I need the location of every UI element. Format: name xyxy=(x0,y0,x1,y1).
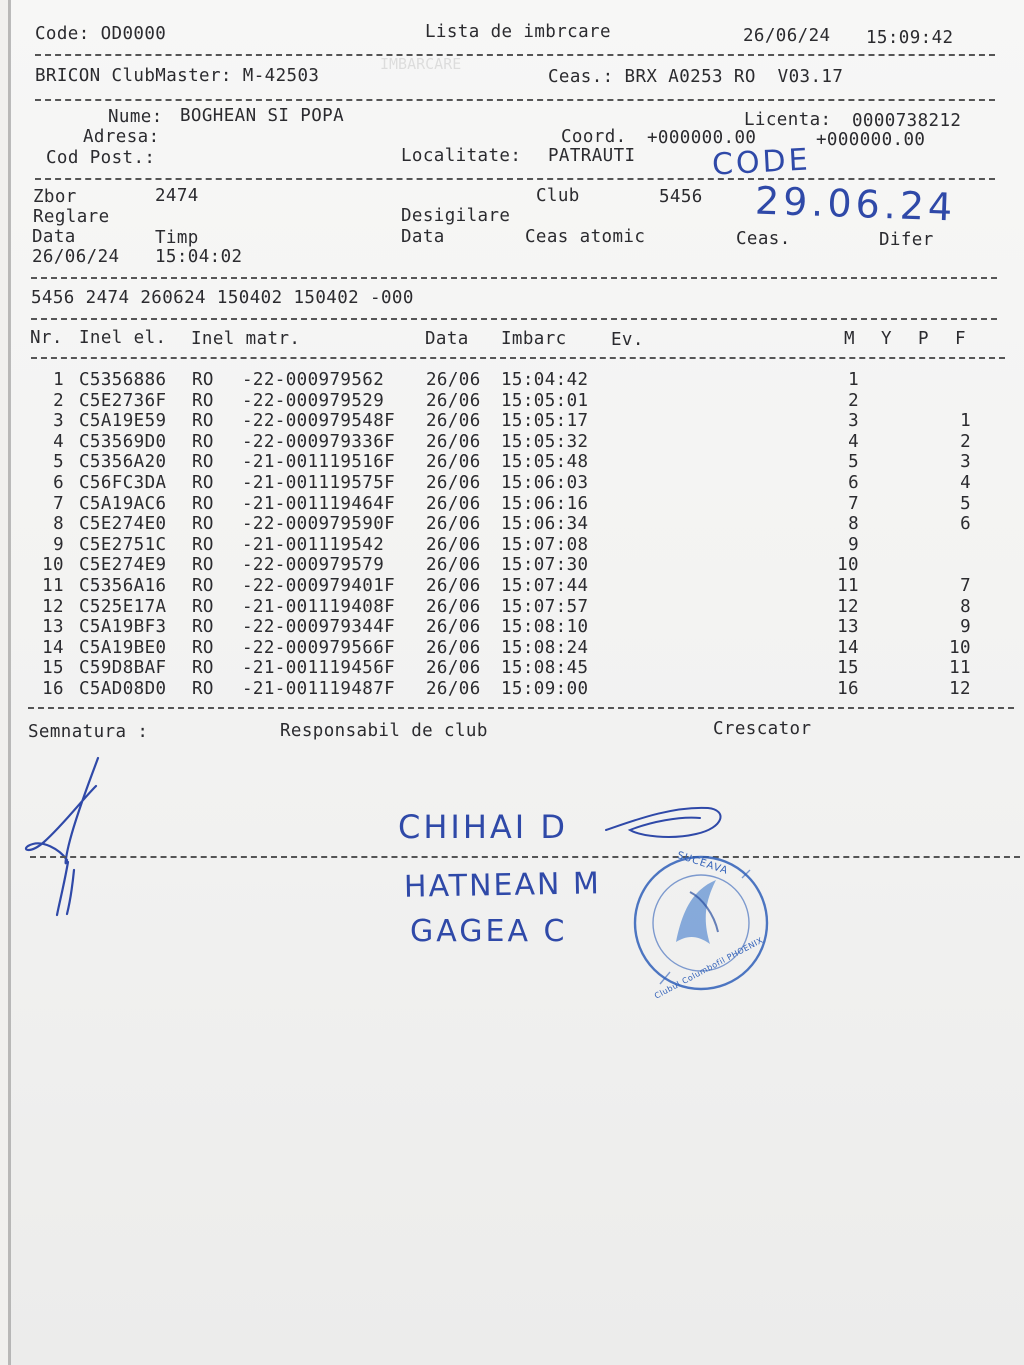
cell-inel-el: C5A19E59 xyxy=(79,411,167,432)
cell-data: 26/06 xyxy=(426,658,481,679)
header-date: 26/06/24 xyxy=(743,26,831,46)
th-imbarc: Imbarc xyxy=(501,329,567,349)
cell-inel-matr: -22-000979344F xyxy=(242,617,396,638)
cell-inel-matr: -22-000979548F xyxy=(242,411,396,432)
col-difer: Difer xyxy=(879,230,934,250)
cell-nr: 7 xyxy=(53,493,64,514)
cell-imbarc: 15:08:24 xyxy=(501,637,589,658)
cell-imbarc: 15:07:44 xyxy=(501,576,589,596)
cell-m: 11 xyxy=(837,576,859,596)
cell-nr: 13 xyxy=(42,617,64,638)
table-row xyxy=(0,494,1014,515)
cell-country: RO xyxy=(192,596,214,617)
show-through-text: IMBARCARE xyxy=(380,55,462,73)
cell-inel-matr: -22-000979562 xyxy=(242,370,385,390)
owner-name: BOGHEAN SI POPA xyxy=(180,106,345,126)
coord-value-1: +000000.00 xyxy=(647,128,757,148)
cell-f: 8 xyxy=(960,596,971,617)
cell-f: 4 xyxy=(960,473,971,493)
cell-imbarc: 15:07:57 xyxy=(501,596,589,617)
divider xyxy=(31,277,997,279)
cell-imbarc: 15:08:10 xyxy=(501,617,589,638)
table-row xyxy=(0,514,1014,535)
header-time: 15:09:42 xyxy=(866,28,954,48)
club-label: Club xyxy=(536,186,580,206)
cell-country: RO xyxy=(192,534,214,555)
cell-imbarc: 15:07:30 xyxy=(501,555,589,576)
cell-inel-el: C525E17A xyxy=(79,596,167,617)
cell-f: 2 xyxy=(960,431,971,452)
cell-inel-el: C5356A16 xyxy=(79,576,167,596)
th-y: Y xyxy=(881,329,892,349)
table-row xyxy=(0,679,1014,700)
postcode-label: Cod Post.: xyxy=(46,148,156,168)
table-row xyxy=(0,658,1014,679)
signature-name-3: GAGEA C xyxy=(410,914,568,949)
cell-inel-matr: -22-000979336F xyxy=(242,431,396,452)
cell-nr: 16 xyxy=(42,679,64,699)
cell-inel-el: C53569D0 xyxy=(79,431,167,452)
cell-f: 5 xyxy=(960,493,971,514)
cell-country: RO xyxy=(192,617,214,638)
signature-label: Semnatura : xyxy=(28,722,149,742)
table-row xyxy=(0,452,1014,473)
cell-inel-el: C5A19BE0 xyxy=(79,637,167,658)
locality-label: Localitate: xyxy=(401,146,522,166)
cell-country: RO xyxy=(192,431,214,452)
table-row xyxy=(0,535,1014,556)
divider xyxy=(31,357,1005,359)
cell-m: 7 xyxy=(848,493,859,514)
cell-country: RO xyxy=(192,411,214,432)
cell-nr: 14 xyxy=(42,637,64,658)
cell-inel-el: C59D8BAF xyxy=(79,658,167,679)
breeder-label: Crescator xyxy=(713,719,812,739)
cell-nr: 10 xyxy=(42,555,64,576)
table-row xyxy=(0,370,1014,391)
cell-inel-matr: -22-000979566F xyxy=(242,637,396,658)
cell-inel-el: C5E274E0 xyxy=(79,514,167,535)
col-data: Data xyxy=(32,227,76,247)
cell-inel-matr: -21-001119408F xyxy=(242,596,396,617)
cell-f: 9 xyxy=(960,617,971,638)
cell-data: 26/06 xyxy=(426,452,481,473)
cell-inel-el: C5356A20 xyxy=(79,452,167,473)
cell-country: RO xyxy=(192,370,214,390)
cell-data: 26/06 xyxy=(426,576,481,596)
cell-imbarc: 15:06:16 xyxy=(501,493,589,514)
name-label: Nume: xyxy=(108,107,163,127)
coord-label: Coord. xyxy=(561,127,627,147)
cell-nr: 4 xyxy=(53,431,64,452)
cell-m: 13 xyxy=(837,617,859,638)
cell-inel-el: C56FC3DA xyxy=(79,473,167,493)
table-row xyxy=(0,432,1014,453)
locality-value: PATRAUTI xyxy=(548,146,636,166)
reglare-time: 15:04:02 xyxy=(155,247,243,267)
cell-m: 5 xyxy=(848,452,859,473)
th-inel-el: Inel el. xyxy=(79,328,167,348)
table-row xyxy=(0,576,1014,597)
cell-m: 15 xyxy=(837,658,859,679)
cell-country: RO xyxy=(192,390,214,411)
cell-m: 14 xyxy=(837,637,859,658)
cell-imbarc: 15:06:03 xyxy=(501,473,589,493)
cell-m: 6 xyxy=(848,473,859,493)
th-inel-matr: Inel matr. xyxy=(191,329,301,349)
divider xyxy=(35,178,995,180)
reglare-label: Reglare xyxy=(33,207,110,227)
cell-data: 26/06 xyxy=(426,370,481,390)
cell-imbarc: 15:07:08 xyxy=(501,534,589,555)
table-row xyxy=(0,617,1014,638)
cell-data: 26/06 xyxy=(426,390,481,411)
license-label: Licenta: xyxy=(744,110,832,130)
cell-data: 26/06 xyxy=(426,617,481,638)
table-row xyxy=(0,638,1014,659)
cell-inel-matr: -21-001119542 xyxy=(242,534,385,555)
table-row xyxy=(0,473,1014,494)
cell-inel-matr: -21-001119464F xyxy=(242,493,396,514)
cell-inel-matr: -22-000979529 xyxy=(242,390,385,411)
cell-m: 16 xyxy=(837,679,859,699)
zbor-value: 2474 xyxy=(155,186,199,206)
col-ceas: Ceas. xyxy=(736,229,791,249)
cell-inel-el: C5A19BF3 xyxy=(79,617,167,638)
cell-country: RO xyxy=(192,637,214,658)
cell-country: RO xyxy=(192,679,214,699)
cell-nr: 12 xyxy=(42,596,64,617)
signature-name-2: HATNEAN M xyxy=(403,866,602,905)
cell-country: RO xyxy=(192,514,214,535)
cell-nr: 6 xyxy=(53,473,64,493)
club-responsible-label: Responsabil de club xyxy=(280,721,488,741)
cell-imbarc: 15:06:34 xyxy=(501,514,589,535)
desigilare-label: Desigilare xyxy=(401,206,511,226)
col-timp: Timp xyxy=(155,228,199,248)
cell-inel-matr: -21-001119456F xyxy=(242,658,396,679)
cell-country: RO xyxy=(192,493,214,514)
cell-nr: 1 xyxy=(53,370,64,390)
handwritten-date: 29.06.24 xyxy=(754,178,957,230)
cell-inel-matr: -22-000979579 xyxy=(242,555,385,576)
cell-nr: 5 xyxy=(53,452,64,473)
cell-data: 26/06 xyxy=(426,493,481,514)
handwritten-code: CODE xyxy=(711,142,812,183)
signature-name-1: CHIHAI D xyxy=(398,808,569,846)
cell-m: 2 xyxy=(848,390,859,411)
cell-m: 3 xyxy=(848,411,859,432)
cell-m: 8 xyxy=(848,514,859,535)
th-ev: Ev. xyxy=(611,330,644,350)
cell-inel-matr: -21-001119516F xyxy=(242,452,396,473)
table-row xyxy=(0,391,1014,412)
cell-f: 3 xyxy=(960,452,971,473)
cell-imbarc: 15:05:17 xyxy=(501,411,589,432)
cell-nr: 3 xyxy=(53,411,64,432)
divider xyxy=(35,99,995,101)
cell-inel-el: C5AD08D0 xyxy=(79,679,167,699)
code-label: Code: OD0000 xyxy=(35,24,167,44)
th-m: M xyxy=(844,329,855,349)
document-title: Lista de imbrcare xyxy=(425,22,611,42)
th-data: Data xyxy=(425,329,469,349)
stamp-text-top: SUCEAVA xyxy=(675,850,730,877)
cell-f: 12 xyxy=(949,679,971,699)
clock-id: Ceas.: BRX A0253 RO V03.17 xyxy=(548,67,844,87)
address-label: Adresa: xyxy=(83,127,160,147)
cell-f: 11 xyxy=(949,658,971,679)
coord-value-2: +000000.00 xyxy=(816,130,926,150)
cell-f: 10 xyxy=(949,637,971,658)
cell-inel-matr: -21-001119575F xyxy=(242,473,396,493)
cell-imbarc: 15:04:42 xyxy=(501,370,589,390)
cell-inel-matr: -21-001119487F xyxy=(242,679,396,699)
cell-nr: 2 xyxy=(53,390,64,411)
cell-data: 26/06 xyxy=(426,514,481,535)
cell-inel-matr: -22-000979401F xyxy=(242,576,396,596)
cell-inel-el: C5E274E9 xyxy=(79,555,167,576)
club-value: 5456 xyxy=(659,187,703,207)
cell-inel-matr: -22-000979590F xyxy=(242,514,396,535)
reglare-date: 26/06/24 xyxy=(32,247,120,267)
th-nr: Nr. xyxy=(30,328,63,348)
cell-m: 4 xyxy=(848,431,859,452)
cell-country: RO xyxy=(192,658,214,679)
signature-scribble xyxy=(600,800,730,850)
cell-country: RO xyxy=(192,473,214,493)
device-model: BRICON ClubMaster: M-42503 xyxy=(35,66,320,86)
cell-nr: 15 xyxy=(42,658,64,679)
cell-data: 26/06 xyxy=(426,596,481,617)
cell-imbarc: 15:05:32 xyxy=(501,431,589,452)
divider xyxy=(28,707,1014,709)
col-ceas-atomic: Ceas atomic xyxy=(525,227,646,247)
cell-f: 1 xyxy=(960,411,971,432)
table-row xyxy=(0,597,1014,618)
stamp-text-bottom: Clubul Columbofil PHOENIX xyxy=(652,935,765,1001)
cell-f: 7 xyxy=(960,576,971,596)
cell-data: 26/06 xyxy=(426,431,481,452)
cell-data: 26/06 xyxy=(426,555,481,576)
cell-inel-el: C5E2736F xyxy=(79,390,167,411)
cell-m: 10 xyxy=(837,555,859,576)
th-f: F xyxy=(955,329,966,349)
cell-inel-el: C5E2751C xyxy=(79,534,167,555)
th-p: P xyxy=(918,329,929,349)
cell-data: 26/06 xyxy=(426,473,481,493)
cell-country: RO xyxy=(192,555,214,576)
cell-m: 9 xyxy=(848,534,859,555)
table-row xyxy=(0,555,1014,576)
cell-nr: 8 xyxy=(53,514,64,535)
divider xyxy=(30,856,1020,858)
cell-country: RO xyxy=(192,452,214,473)
cell-imbarc: 15:05:01 xyxy=(501,390,589,411)
cell-m: 1 xyxy=(848,370,859,390)
cell-data: 26/06 xyxy=(426,679,481,699)
cell-inel-el: C5A19AC6 xyxy=(79,493,167,514)
cell-inel-el: C5356886 xyxy=(79,370,167,390)
cell-nr: 11 xyxy=(42,576,64,596)
divider xyxy=(35,54,995,56)
license-number: 0000738212 xyxy=(852,111,962,131)
cell-data: 26/06 xyxy=(426,534,481,555)
table-row xyxy=(0,411,1014,432)
cell-f: 6 xyxy=(960,514,971,535)
divider xyxy=(31,318,997,320)
cell-country: RO xyxy=(192,576,214,596)
zbor-label: Zbor xyxy=(33,187,77,207)
cell-data: 26/06 xyxy=(426,411,481,432)
code-line: 5456 2474 260624 150402 150402 -000 xyxy=(31,288,414,308)
cell-nr: 9 xyxy=(53,534,64,555)
cell-imbarc: 15:09:00 xyxy=(501,679,589,699)
club-stamp xyxy=(630,850,772,1001)
cell-imbarc: 15:08:45 xyxy=(501,658,589,679)
cell-imbarc: 15:05:48 xyxy=(501,452,589,473)
col-data-2: Data xyxy=(401,227,445,247)
cell-m: 12 xyxy=(837,596,859,617)
signature-scribble xyxy=(20,750,130,920)
cell-data: 26/06 xyxy=(426,637,481,658)
